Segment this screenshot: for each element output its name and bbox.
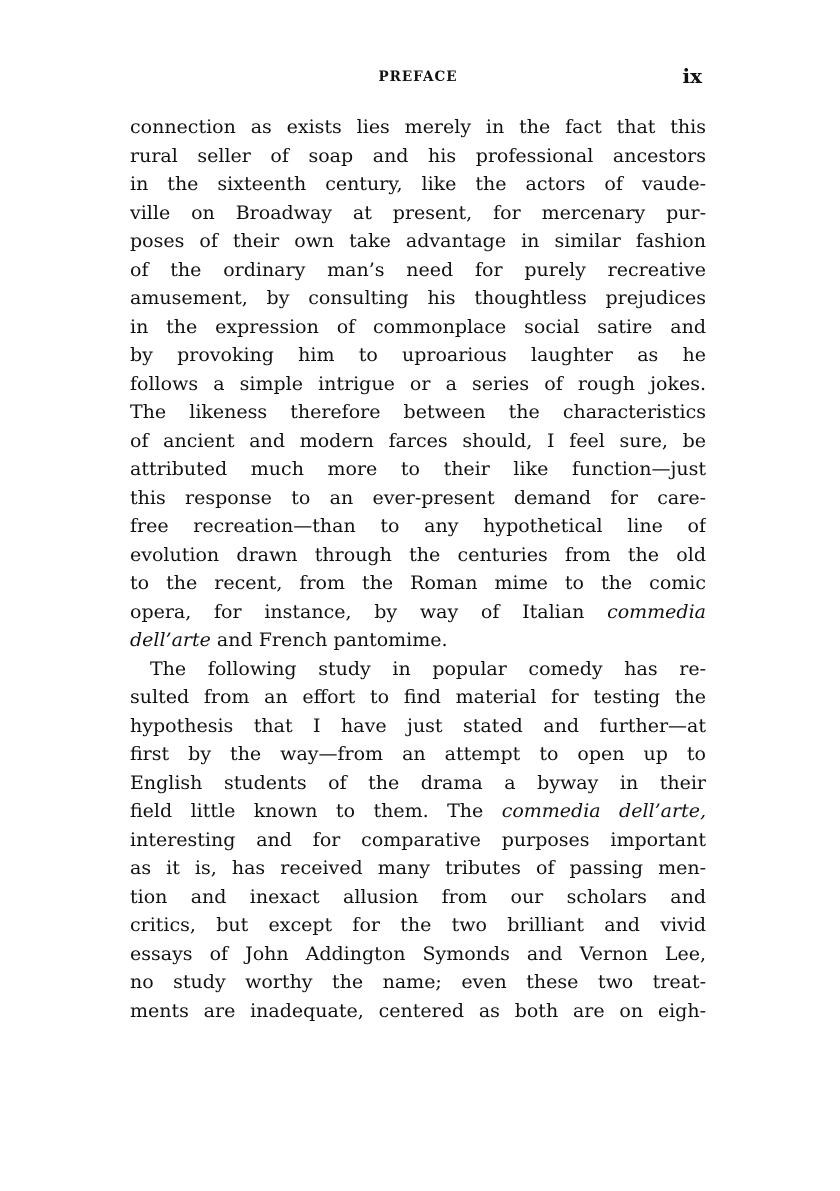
text-segment: this response to an ever-present demand for care- <box>130 486 706 509</box>
text-line <box>130 997 706 1026</box>
text-segment: ville on Broadway at present, for mercenary pur- <box>130 201 706 224</box>
text-line <box>130 284 706 313</box>
text-line <box>130 541 706 570</box>
text-segment: in the expression of commonplace social satire and <box>130 315 706 338</box>
text-line <box>130 569 706 598</box>
text-segment: connection as exists lies merely in the fact that this <box>130 116 706 138</box>
text-segment: evolution drawn through the centuries from the old <box>130 543 706 566</box>
text-line <box>130 854 706 883</box>
text-line <box>130 370 706 399</box>
text-line <box>130 826 706 855</box>
body-text <box>130 113 706 1025</box>
text-line <box>130 455 706 484</box>
running-head <box>130 64 706 88</box>
text-line <box>130 427 706 456</box>
text-segment: first by the way—from an attempt to open up to <box>130 743 706 765</box>
text-segment: in the sixteenth century, like the actors of vaude- <box>130 173 706 195</box>
text-segment: opera, for instance, by way of Italian <box>130 600 608 623</box>
text-line <box>130 199 706 228</box>
text-segment: attributed much more to their like function—just <box>130 458 706 480</box>
text-segment: of the ordinary man’s need for purely recreative <box>130 258 706 281</box>
text-line <box>130 313 706 342</box>
text-segment: poses of their own take advantage in similar fashion <box>130 230 706 252</box>
text-line <box>130 911 706 940</box>
text-line <box>130 712 706 741</box>
text-line <box>130 598 706 627</box>
text-line <box>130 940 706 969</box>
text-segment: The following study in popular comedy has re- <box>150 657 706 680</box>
text-line <box>130 740 706 769</box>
text-segment: tion and inexact allusion from our scholars and <box>130 885 706 908</box>
text-segment: of ancient and modern farces should, I feel sure, be <box>130 429 706 452</box>
text-segment: by provoking him to uproarious laughter as he <box>130 344 706 366</box>
text-line <box>130 227 706 256</box>
italic-term: dell’arte <box>130 629 211 651</box>
text-line <box>130 113 706 142</box>
text-line <box>130 142 706 171</box>
running-title: PREFACE <box>378 69 458 85</box>
text-segment: English students of the drama a byway in their <box>130 771 706 794</box>
text-line <box>130 398 706 427</box>
text-segment: amusement, by consulting his thoughtless prejudices <box>130 287 706 309</box>
text-line <box>130 968 706 997</box>
text-segment: as it is, has received many tributes of passing men- <box>130 857 706 879</box>
text-line <box>130 626 706 655</box>
text-line <box>130 797 706 826</box>
text-segment: critics, but except for the two brilliant and vivid <box>130 914 706 936</box>
italic-term: commedia <box>607 600 706 623</box>
text-segment: interesting and for comparative purposes important <box>130 828 706 851</box>
text-line <box>130 484 706 513</box>
text-line <box>130 256 706 285</box>
text-segment: essays of John Addington Symonds and Vernon Lee, <box>130 942 706 965</box>
text-line <box>130 683 706 712</box>
text-line <box>130 883 706 912</box>
text-line <box>130 769 706 798</box>
text-segment: field little known to them. The <box>130 800 502 822</box>
text-segment: ments are inadequate, centered as both are on eigh- <box>130 999 706 1022</box>
text-line <box>130 341 706 370</box>
text-segment: and French pantomime. <box>210 629 448 651</box>
text-segment: free recreation—than to any hypothetical line of <box>130 515 706 537</box>
text-line <box>130 170 706 199</box>
text-segment: no study worthy the name; even these two treat- <box>130 971 706 993</box>
text-segment: hypothesis that I have just stated and further—at <box>130 714 706 737</box>
text-segment: rural seller of soap and his professional ancestors <box>130 144 706 167</box>
text-line <box>130 512 706 541</box>
text-segment: follows a simple intrigue or a series of rough jokes. <box>130 372 706 395</box>
text-line <box>130 655 706 684</box>
text-segment: sulted from an effort to find material for testing the <box>130 686 706 708</box>
text-segment: to the recent, from the Roman mime to the comic <box>130 572 706 594</box>
page-number: ix <box>682 64 702 88</box>
text-segment: The likeness therefore between the characteristics <box>130 401 706 423</box>
italic-term: commedia dell’arte, <box>501 800 706 822</box>
